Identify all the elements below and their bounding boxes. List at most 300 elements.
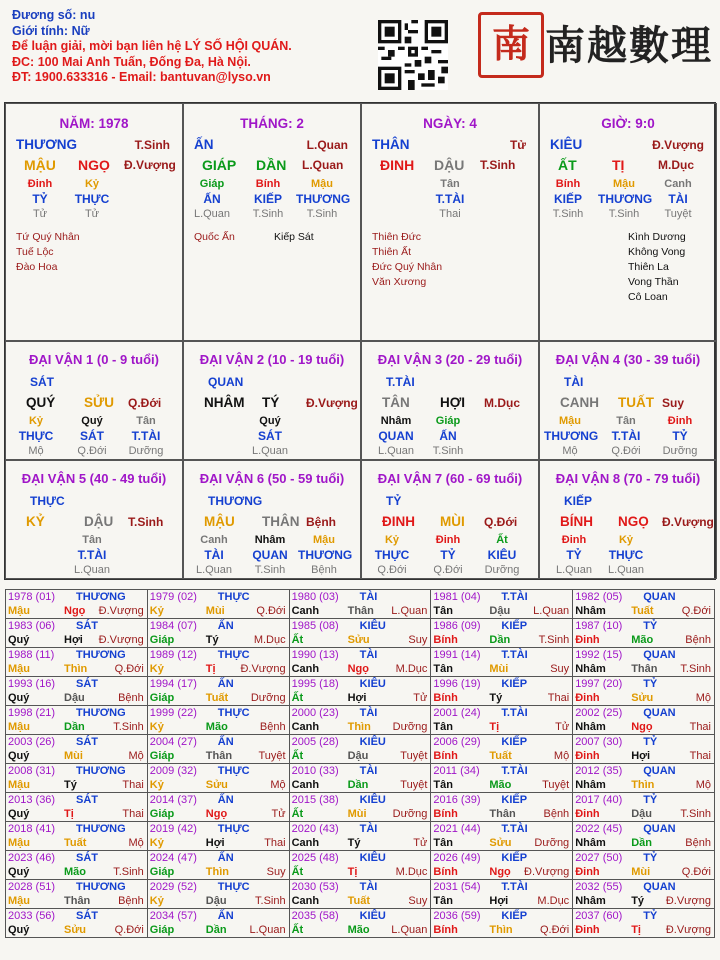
pillar-phase: Đ.Vượng	[124, 158, 176, 172]
year-god: SÁT	[76, 678, 98, 690]
hidden-god: SÁT	[258, 429, 282, 443]
year-branch: Dần	[64, 721, 85, 733]
year-label: 2023 (46)	[8, 852, 56, 864]
hidden-god: THỰC	[608, 548, 644, 562]
year-label: 2034 (57)	[149, 910, 197, 922]
year-god: TÀI	[359, 649, 378, 661]
hidden-phase: Thai	[439, 208, 461, 220]
star-label: Quốc Ấn	[194, 231, 235, 243]
year-god: KIÊU	[359, 910, 386, 922]
star-label: Thiên Ất	[372, 246, 412, 258]
year-content	[148, 880, 289, 908]
pillar-god: ẤN	[194, 137, 214, 152]
year-cell[interactable]	[147, 793, 289, 822]
year-content	[6, 619, 147, 647]
year-phase: Tuyệt	[400, 750, 428, 762]
year-content	[290, 851, 431, 879]
hidden-god: QUAN	[252, 548, 288, 562]
year-cell[interactable]	[6, 735, 148, 764]
hidden-stem: Nhâm	[380, 415, 412, 427]
year-cell[interactable]	[573, 706, 715, 735]
hidden-stem: Mậu	[613, 178, 635, 190]
hidden-phase: Mộ	[562, 445, 578, 457]
pillar-cell	[361, 103, 539, 341]
year-cell[interactable]	[289, 822, 431, 851]
year-branch: Ngọ	[205, 808, 228, 820]
year-label: 1987 (10)	[575, 620, 623, 632]
year-cell[interactable]	[147, 735, 289, 764]
year-label: 2015 (38)	[291, 794, 339, 806]
year-cell[interactable]	[573, 590, 715, 619]
year-god: QUAN	[643, 765, 676, 777]
star-label: Kiếp Sát	[274, 231, 314, 243]
year-content	[148, 851, 289, 879]
year-label: 2012 (35)	[575, 765, 623, 777]
year-content	[431, 793, 572, 821]
year-branch: Dần	[347, 779, 369, 791]
year-stem: Ất	[291, 924, 304, 936]
year-stem: Ất	[291, 866, 304, 878]
year-content	[573, 706, 714, 734]
year-branch: Tuất	[205, 692, 229, 704]
year-cell[interactable]	[573, 764, 715, 793]
year-content	[431, 822, 572, 850]
year-cell[interactable]	[431, 735, 573, 764]
year-god: QUAN	[643, 591, 676, 603]
year-god: KIÊU	[359, 852, 386, 864]
year-stem: Kỷ	[149, 837, 164, 849]
hidden-phase: Tử	[32, 208, 48, 220]
hidden-stem: Kỷ	[84, 178, 100, 190]
year-stem: Bính	[433, 924, 458, 936]
hidden-god: ẤN	[203, 192, 221, 206]
hidden-phase: L.Quan	[195, 564, 233, 576]
year-god: ẤN	[217, 794, 234, 806]
pillar-phase-top: L.Quan	[306, 138, 348, 152]
year-cell[interactable]	[6, 822, 148, 851]
year-phase: Đ.Vượng	[665, 924, 711, 936]
year-content	[431, 590, 572, 618]
year-stem: Giáp	[149, 634, 175, 646]
year-phase: Thai	[264, 837, 286, 849]
year-cell[interactable]	[6, 648, 148, 677]
year-stem: Giáp	[149, 808, 175, 820]
year-cell[interactable]	[6, 590, 148, 619]
year-content	[573, 851, 714, 879]
pillar-cell	[539, 103, 717, 341]
year-branch: Tý	[631, 895, 645, 907]
luck-god: THỰC	[30, 494, 65, 508]
year-phase: Thai	[122, 779, 144, 791]
year-label: 2029 (52)	[149, 881, 197, 893]
luck-branch: NGỌ	[618, 514, 649, 529]
year-branch: Hợi	[489, 895, 509, 907]
year-branch: Dần	[489, 634, 511, 646]
year-cell[interactable]	[147, 648, 289, 677]
hidden-stem: Mậu	[559, 415, 581, 427]
pillar-title: NĂM: 1978	[59, 116, 129, 131]
year-content	[431, 880, 572, 908]
year-god: TÀI	[359, 591, 378, 603]
year-stem: Nhâm	[575, 663, 606, 675]
year-cell[interactable]	[431, 677, 573, 706]
year-cell[interactable]	[431, 909, 573, 938]
year-god: T.TÀI	[501, 707, 528, 719]
year-phase: M.Dục	[395, 663, 428, 675]
hidden-god: TỶ	[32, 192, 48, 206]
year-phase: M.Dục	[253, 634, 286, 646]
year-god: TỶ	[643, 910, 658, 922]
luck-stem: TÂN	[382, 395, 410, 410]
year-content	[573, 619, 714, 647]
year-stem: Giáp	[149, 866, 175, 878]
year-god: T.TÀI	[501, 649, 528, 661]
year-cell[interactable]	[431, 706, 573, 735]
year-cell[interactable]	[573, 909, 715, 938]
year-content	[6, 677, 147, 705]
luck-phase: Q.Đới	[128, 396, 162, 410]
phone-email-line[interactable]: ĐT: 1900.633316 - Email: bantuvan@lyso.vn	[12, 70, 271, 84]
year-stem: Quý	[8, 866, 30, 878]
hidden-stem: Đinh	[667, 415, 693, 427]
luck-branch: THÂN	[262, 514, 300, 529]
year-branch: Thân	[347, 605, 374, 617]
year-stem: Mậu	[8, 779, 30, 791]
year-cell[interactable]	[573, 822, 715, 851]
hidden-god: THỰC	[74, 192, 110, 206]
header-info	[12, 8, 292, 86]
year-branch: Ngọ	[64, 605, 86, 617]
year-content	[6, 648, 147, 676]
year-branch: Mùi	[64, 750, 83, 762]
year-phase: Mộ	[270, 779, 286, 791]
year-cell[interactable]	[6, 619, 148, 648]
year-cell[interactable]	[431, 851, 573, 880]
year-cell[interactable]	[147, 590, 289, 619]
year-cell[interactable]	[147, 880, 289, 909]
year-cell[interactable]	[147, 822, 289, 851]
year-content	[573, 764, 714, 792]
year-branch: Hợi	[631, 750, 651, 762]
year-label: 1996 (19)	[433, 678, 481, 690]
year-god: TỶ	[643, 736, 658, 748]
year-stem: Đinh	[575, 866, 600, 878]
year-cell[interactable]	[289, 735, 431, 764]
year-phase: Dưỡng	[534, 837, 570, 849]
pillar-stem: ĐINH	[380, 157, 415, 173]
year-branch: Thìn	[64, 663, 88, 675]
year-phase: T.Sinh	[680, 808, 711, 820]
luck-title: ĐẠI VẬN 4 (30 - 39 tuổi)	[555, 352, 701, 367]
year-cell[interactable]	[147, 851, 289, 880]
hidden-stem: Mậu	[313, 534, 335, 546]
hidden-phase: Dưỡng	[484, 564, 520, 576]
year-cell[interactable]	[6, 880, 148, 909]
year-cell[interactable]	[6, 677, 148, 706]
year-cell[interactable]	[147, 706, 289, 735]
luck-cell	[183, 460, 361, 579]
year-god: QUAN	[643, 649, 676, 661]
pillar-title: GIỜ: 9:0	[601, 116, 655, 131]
year-cell[interactable]	[573, 851, 715, 880]
hidden-phase: Q.Đới	[77, 445, 107, 457]
year-cell[interactable]	[6, 706, 148, 735]
star-label: Vong Thần	[628, 276, 679, 288]
year-label: 2030 (53)	[291, 881, 339, 893]
year-cell[interactable]	[147, 619, 289, 648]
year-god: THƯƠNG	[76, 765, 126, 777]
year-god: KIẾP	[501, 852, 528, 864]
year-phase: Q.Đới	[681, 866, 711, 878]
hidden-god: TỶ	[440, 548, 456, 562]
year-content	[148, 735, 289, 763]
luck-god: SÁT	[30, 375, 54, 389]
hidden-stem: Tân	[82, 534, 102, 546]
year-cell[interactable]	[289, 880, 431, 909]
year-label: 1997 (20)	[575, 678, 623, 690]
hidden-stem: Mậu	[311, 178, 333, 190]
year-cell[interactable]	[289, 793, 431, 822]
year-god: KIẾP	[501, 736, 528, 748]
year-stem: Tân	[433, 721, 453, 733]
hidden-god: TỶ	[566, 548, 582, 562]
year-cell[interactable]	[289, 677, 431, 706]
hidden-phase: Q.Đới	[433, 564, 463, 576]
year-phase: Q.Đới	[256, 605, 286, 617]
year-god: TỶ	[643, 794, 658, 806]
year-phase: M.Dục	[395, 866, 428, 878]
qr-code-icon[interactable]	[378, 20, 448, 90]
year-god: SÁT	[76, 736, 98, 748]
year-god: QUAN	[643, 707, 676, 719]
luck-stem: BÍNH	[560, 514, 593, 529]
year-label: 2020 (43)	[291, 823, 339, 835]
year-cell[interactable]	[6, 851, 148, 880]
year-branch: Sửu	[347, 634, 370, 646]
year-phase: Đ.Vượng	[98, 634, 144, 646]
year-cell[interactable]	[289, 706, 431, 735]
year-cell[interactable]	[6, 793, 148, 822]
year-label: 2025 (48)	[291, 852, 339, 864]
year-content	[6, 764, 147, 792]
year-label: 1982 (05)	[575, 591, 623, 603]
year-god: KIẾP	[501, 620, 528, 632]
luck-cell	[539, 341, 717, 460]
year-cell[interactable]	[573, 677, 715, 706]
year-branch: Ngọ	[347, 663, 369, 675]
year-phase: Thai	[547, 692, 570, 704]
year-content	[6, 822, 147, 850]
year-branch: Dậu	[64, 692, 85, 704]
year-phase: Dưỡng	[392, 808, 428, 820]
year-stem: Đinh	[575, 808, 600, 820]
year-cell[interactable]	[147, 764, 289, 793]
year-cell[interactable]	[147, 909, 289, 938]
year-label: 1979 (02)	[149, 591, 197, 603]
star-label: Tứ Quý Nhân	[16, 231, 80, 243]
year-stem: Nhâm	[575, 605, 606, 617]
year-stem: Mậu	[8, 605, 30, 617]
year-branch: Hợi	[64, 634, 83, 646]
luck-title: ĐẠI VẬN 5 (40 - 49 tuổi)	[21, 471, 167, 486]
year-cell[interactable]	[573, 880, 715, 909]
year-cell[interactable]	[289, 590, 431, 619]
year-cell[interactable]	[573, 735, 715, 764]
year-label: 2008 (31)	[8, 765, 56, 777]
year-content	[290, 909, 431, 937]
year-phase: Tử	[413, 692, 428, 704]
year-god: THỰC	[217, 649, 250, 661]
luck-phase: Q.Đới	[484, 515, 518, 529]
year-stem: Canh	[291, 895, 320, 907]
year-cell[interactable]	[431, 648, 573, 677]
luck-title: ĐẠI VẬN 2 (10 - 19 tuổi)	[199, 352, 345, 367]
year-label: 1992 (15)	[575, 649, 623, 661]
year-content	[573, 793, 714, 821]
year-phase: Suy	[408, 634, 428, 646]
year-branch: Tuất	[64, 837, 87, 849]
year-phase: Bệnh	[685, 837, 711, 849]
year-stem: Ất	[291, 808, 304, 820]
year-branch: Tị	[631, 924, 641, 936]
year-branch: Tý	[489, 692, 503, 704]
hidden-stem: Nhâm	[254, 534, 286, 546]
year-cell[interactable]	[289, 648, 431, 677]
hidden-stem: Quý	[81, 415, 103, 427]
year-branch: Ngọ	[631, 721, 653, 733]
hidden-stem: Tân	[136, 415, 156, 427]
hidden-god: TỶ	[672, 429, 688, 443]
year-god: TÀI	[359, 707, 378, 719]
hidden-god: ẤN	[439, 429, 457, 443]
year-cell[interactable]	[289, 619, 431, 648]
year-content	[6, 793, 147, 821]
year-cell[interactable]	[147, 677, 289, 706]
year-label: 2018 (41)	[8, 823, 56, 835]
year-content	[431, 909, 572, 937]
year-cell[interactable]	[289, 909, 431, 938]
hidden-stem: Bính	[555, 178, 581, 190]
pillar-stem: MẬU	[24, 157, 56, 173]
year-label: 1981 (04)	[433, 591, 481, 603]
year-branch: Tị	[64, 808, 74, 820]
year-phase: Thai	[122, 808, 144, 820]
year-cell[interactable]	[573, 648, 715, 677]
year-phase: Bệnh	[118, 895, 144, 907]
hidden-stem: Bính	[255, 178, 281, 190]
year-phase: Suy	[550, 663, 570, 675]
year-god: THƯƠNG	[76, 649, 126, 661]
pillar-phase: M.Dục	[658, 158, 694, 172]
year-cell[interactable]	[289, 851, 431, 880]
pillar-title: NGÀY: 4	[423, 116, 477, 131]
year-god: TÀI	[359, 765, 378, 777]
year-cell[interactable]	[6, 764, 148, 793]
year-stem: Ất	[291, 692, 304, 704]
year-god: SÁT	[76, 852, 98, 864]
year-stem: Nhâm	[575, 895, 606, 907]
year-stem: Mậu	[8, 895, 30, 907]
year-stem: Mậu	[8, 837, 30, 849]
year-label: 2024 (47)	[149, 852, 197, 864]
year-branch: Dần	[205, 924, 227, 936]
hidden-god: THƯƠNG	[598, 192, 653, 206]
hidden-stem: Canh	[200, 534, 228, 546]
pillar-stem: GIÁP	[202, 157, 237, 173]
year-content	[431, 851, 572, 879]
star-label: Thiên Đức	[372, 231, 422, 243]
year-stem: Đinh	[575, 924, 600, 936]
year-label: 2001 (24)	[433, 707, 481, 719]
luck-phase: Suy	[662, 396, 685, 410]
year-phase: L.Quan	[249, 924, 286, 936]
year-phase: Tử	[413, 837, 428, 849]
year-cell[interactable]	[431, 822, 573, 851]
year-label: 2013 (36)	[8, 794, 56, 806]
year-god: THƯƠNG	[76, 823, 126, 835]
year-label: 1980 (03)	[291, 591, 339, 603]
year-branch: Thân	[631, 663, 658, 675]
year-branch: Tuất	[489, 750, 512, 762]
hidden-stem: Giáp	[199, 178, 225, 190]
year-cell[interactable]	[289, 764, 431, 793]
star-label: Đức Quý Nhân	[372, 261, 443, 273]
year-branch: Dậu	[631, 808, 652, 820]
year-label: 2031 (54)	[433, 881, 481, 893]
hidden-phase: Tuyệt	[664, 208, 692, 220]
year-stem: Tân	[433, 663, 453, 675]
luck-title: ĐẠI VẬN 1 (0 - 9 tuổi)	[28, 352, 159, 367]
year-content	[431, 764, 572, 792]
hidden-stem: Kỷ	[28, 415, 44, 427]
star-label: Cô Loan	[628, 291, 668, 303]
year-content	[290, 880, 431, 908]
year-cell[interactable]	[431, 619, 573, 648]
hidden-stem: Kỷ	[384, 534, 400, 546]
year-god: ẤN	[217, 736, 234, 748]
year-phase: Mộ	[128, 837, 144, 849]
year-content	[573, 909, 714, 937]
year-phase: Đ.Vượng	[524, 866, 570, 878]
year-phase: Bệnh	[259, 721, 286, 733]
hidden-stem: Ất	[496, 534, 508, 546]
year-branch: Mùi	[347, 808, 367, 820]
star-label: Đào Hoa	[16, 261, 58, 273]
year-branch: Dậu	[489, 605, 511, 617]
pillar-phase: L.Quan	[302, 158, 344, 172]
hidden-god: T.TÀI	[611, 429, 641, 443]
star-label: Không Vong	[628, 246, 686, 258]
hidden-god: TÀI	[204, 548, 224, 562]
year-cell[interactable]	[431, 590, 573, 619]
year-content	[6, 735, 147, 763]
year-phase: Mộ	[553, 750, 570, 762]
year-cell[interactable]	[573, 619, 715, 648]
year-label: 2032 (55)	[575, 881, 623, 893]
year-cell[interactable]	[573, 793, 715, 822]
star-label: Tuế Lộc	[16, 246, 54, 258]
year-cell[interactable]	[431, 880, 573, 909]
year-god: THỰC	[217, 881, 250, 893]
year-cell[interactable]	[6, 909, 148, 938]
year-label: 2016 (39)	[433, 794, 481, 806]
year-cell[interactable]	[431, 764, 573, 793]
year-stem: Đinh	[575, 750, 600, 762]
hidden-stem: Đinh	[561, 534, 587, 546]
luck-branch: TÝ	[262, 395, 280, 410]
hidden-phase: L.Quan	[251, 445, 289, 457]
year-cell[interactable]	[431, 793, 573, 822]
